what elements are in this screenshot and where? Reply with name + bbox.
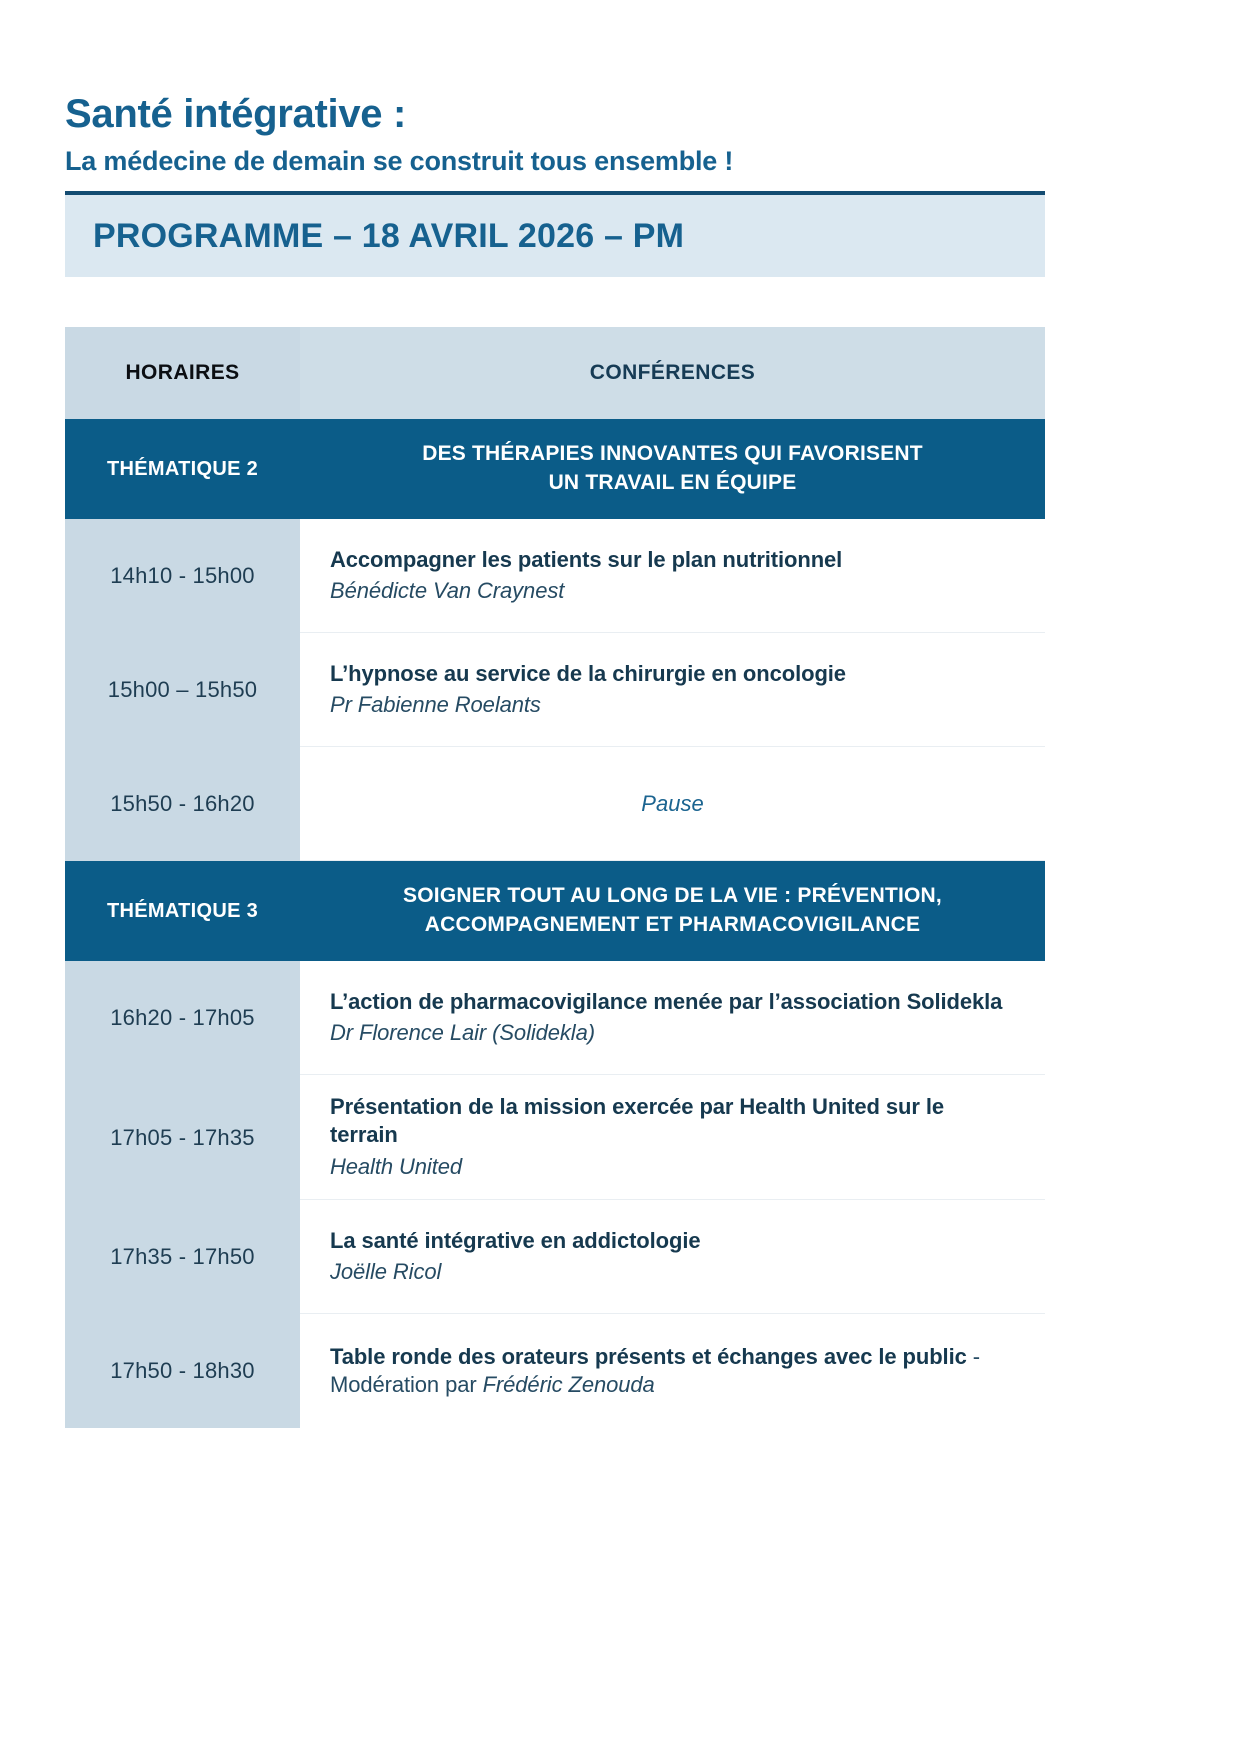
- roundtable-title: Table ronde des orateurs présents et échanges avec le public: [330, 1343, 967, 1369]
- row-time: 15h50 - 16h20: [65, 747, 300, 861]
- column-header-conferences: CONFÉRENCES: [589, 361, 756, 385]
- section-title-line-1: DES THÉRAPIES INNOVANTES QUI FAVORISENT: [422, 442, 923, 466]
- section-badge-cell: [65, 419, 300, 519]
- row-content: [300, 747, 1045, 861]
- break-label: Pause: [641, 790, 704, 816]
- page-title: Santé intégrative :: [65, 92, 407, 136]
- column-header-conferences-cell: [300, 327, 1045, 419]
- column-header-horaires: HORAIRES: [125, 361, 240, 385]
- row-speaker: Pr Fabienne Roelants: [330, 691, 541, 717]
- row-time: 14h10 - 15h00: [65, 519, 300, 633]
- section-title-cell: [300, 861, 1045, 961]
- row-content: [300, 961, 1045, 1075]
- row-content: [300, 633, 1045, 747]
- section-badge-label: THÉMATIQUE 2: [106, 457, 258, 480]
- row-time: 17h05 - 17h35: [65, 1075, 300, 1200]
- row-speaker: Bénédicte Van Craynest: [330, 577, 565, 603]
- section-banner-thematique-2: [65, 419, 1045, 519]
- roundtable-moderator: Frédéric Zenouda: [482, 1372, 655, 1398]
- programme-table: [65, 327, 1045, 1428]
- section-title-cell: [300, 419, 1045, 519]
- row-time: 17h35 - 17h50: [65, 1200, 300, 1314]
- section-title-line-2: UN TRAVAIL EN ÉQUIPE: [548, 471, 797, 495]
- row-content: [300, 1314, 1045, 1428]
- row-content: [300, 519, 1045, 633]
- row-title: L’action de pharmacovigilance menée par l’association Solidekla: [330, 988, 1003, 1014]
- row-speaker: Joëlle Ricol: [330, 1258, 442, 1284]
- roundtable-moderation-prefix: - Modération par: [330, 1343, 980, 1398]
- row-title: Présentation de la mission exercée par Health United sur le terrain: [330, 1094, 944, 1148]
- row-content: [300, 1075, 1045, 1200]
- table-header-row: [65, 327, 1045, 419]
- section-badge-cell: [65, 861, 300, 961]
- section-badge-label: THÉMATIQUE 3: [106, 899, 258, 922]
- page-header: [65, 0, 1045, 195]
- table-row-break: [65, 747, 1045, 861]
- table-row: [65, 1075, 1045, 1200]
- section-title-line-1: SOIGNER TOUT AU LONG DE LA VIE : PRÉVENTION,: [403, 884, 942, 908]
- table-row: [65, 519, 1045, 633]
- page-subtitle: La médecine de demain se construit tous ensemble !: [65, 145, 734, 176]
- table-row: [65, 633, 1045, 747]
- programme-banner-label: PROGRAMME – 18 AVRIL 2026 – PM: [93, 216, 685, 255]
- programme-banner: [65, 195, 1045, 277]
- row-speaker: Dr Florence Lair (Solidekla): [330, 1019, 595, 1045]
- row-title: La santé intégrative en addictologie: [330, 1227, 701, 1253]
- row-title: L’hypnose au service de la chirurgie en oncologie: [330, 660, 846, 686]
- row-speaker: Health United: [330, 1153, 462, 1179]
- row-time: 17h50 - 18h30: [65, 1314, 300, 1428]
- row-title: Accompagner les patients sur le plan nutritionnel: [330, 546, 843, 572]
- column-header-horaires-cell: [65, 327, 300, 419]
- section-banner-thematique-3: [65, 861, 1045, 961]
- row-title: [330, 1343, 1015, 1399]
- table-row: [65, 1200, 1045, 1314]
- row-time: 15h00 – 15h50: [65, 633, 300, 747]
- table-row-roundtable: [65, 1314, 1045, 1428]
- row-content: [300, 1200, 1045, 1314]
- section-title-line-2: ACCOMPAGNEMENT ET PHARMACOVIGILANCE: [424, 913, 921, 937]
- table-row: [65, 961, 1045, 1075]
- row-time: 16h20 - 17h05: [65, 961, 300, 1075]
